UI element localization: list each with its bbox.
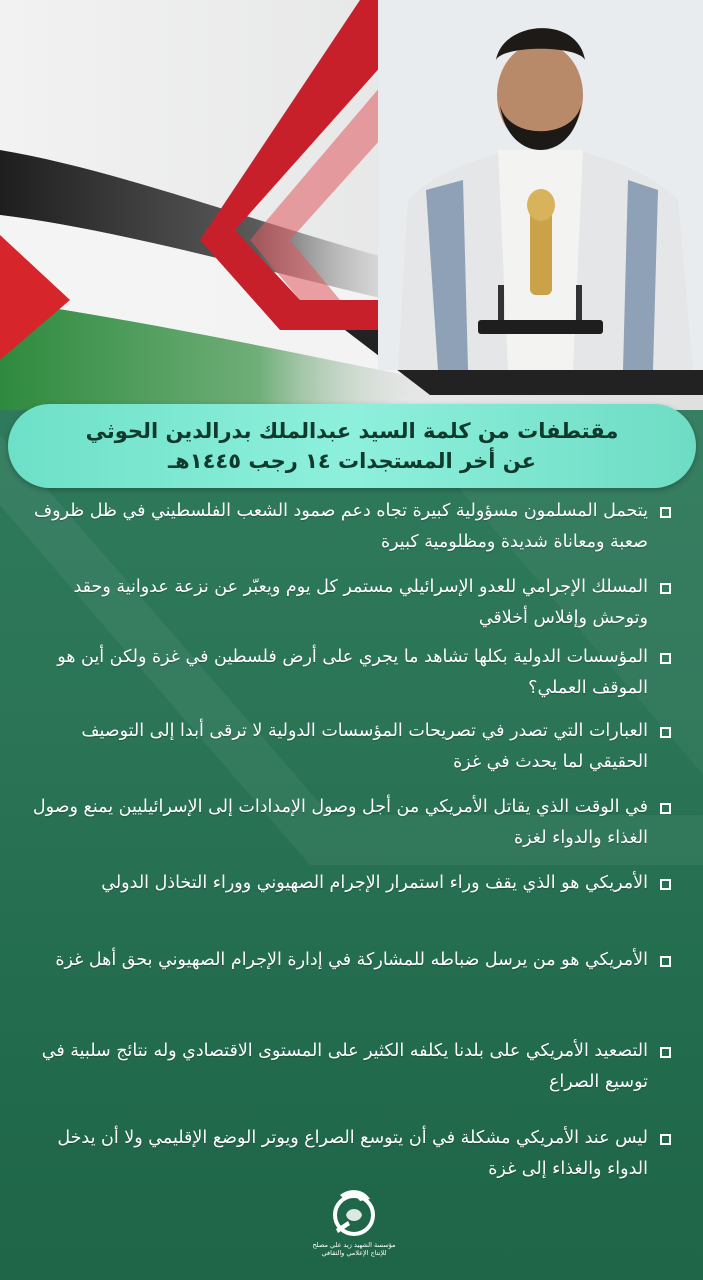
- list-item-text: يتحمل المسلمون مسؤولية كبيرة تجاه دعم صمود الشعب الفلسطيني في ظل ظروف صعبة ومعاناة شديدة ومظلومية كبيرة: [34, 501, 648, 552]
- square-bullet-icon: [660, 803, 671, 814]
- square-bullet-icon: [660, 879, 671, 890]
- list-item: [31, 1123, 671, 1185]
- list-item: [31, 496, 671, 558]
- list-item-text: ليس عند الأمريكي مشكلة في أن يتوسع الصراع ويوتر الوضع الإقليمي ولا أن يدخل الدواء والغذاء إلى غزة: [57, 1128, 648, 1179]
- square-bullet-icon: [660, 1134, 671, 1145]
- list-item: [31, 945, 671, 976]
- list-item-text: الأمريكي هو من يرسل ضباطه للمشاركة في إدارة الإجرام الصهيوني بحق أهل غزة: [55, 950, 648, 970]
- list-item-text: العبارات التي تصدر في تصريحات المؤسسات الدولية لا ترقى أبدا إلى التوصيف الحقيقي لما يحدث في غزة: [81, 721, 648, 772]
- square-bullet-icon: [660, 583, 671, 594]
- list-item-text: المسلك الإجرامي للعدو الإسرائيلي مستمر كل يوم ويعبّر عن نزعة عدوانية وحقد وتوحش وإفلاس أخلاقي: [73, 577, 648, 628]
- list-item: [31, 792, 671, 854]
- square-bullet-icon: [660, 653, 671, 664]
- list-item: [31, 572, 671, 634]
- list-item-text: الأمريكي هو الذي يقف وراء استمرار الإجرام الصهيوني ووراء التخاذل الدولي: [101, 873, 648, 893]
- square-bullet-icon: [660, 1047, 671, 1058]
- list-item: [31, 868, 671, 899]
- list-item-text: في الوقت الذي يقاتل الأمريكي من أجل وصول الإمدادات إلى الإسرائيليين يمنع وصول الغذاء والدواء لغزة: [32, 797, 648, 848]
- list-item: [31, 642, 671, 704]
- square-bullet-icon: [660, 507, 671, 518]
- list-item: [31, 1036, 671, 1098]
- list-item-text: التصعيد الأمريكي على بلدنا يكلفه الكثير على المستوى الاقتصادي وله نتائج سلبية في توسيع الصراع: [41, 1041, 648, 1092]
- list-item: [31, 716, 671, 778]
- foundation-logo: [312, 1185, 396, 1275]
- title-line-2: عن أخر المستجدات ١٤ رجب ١٤٤٥هـ: [168, 449, 536, 473]
- square-bullet-icon: [660, 727, 671, 738]
- logo-emblem-icon: [330, 1185, 378, 1241]
- logo-line-1: مؤسسة الشهيد زيد علي مصلح: [312, 1241, 396, 1249]
- square-bullet-icon: [660, 956, 671, 967]
- list-item-text: المؤسسات الدولية بكلها تشاهد ما يجري على أرض فلسطين في غزة ولكن أين هو الموقف العملي؟: [57, 647, 648, 698]
- logo-line-2: للإنتاج الإعلامي والثقافي: [321, 1249, 387, 1257]
- title-line-1: مقتطفات من كلمة السيد عبدالملك بدرالدين الحوثي: [85, 419, 619, 443]
